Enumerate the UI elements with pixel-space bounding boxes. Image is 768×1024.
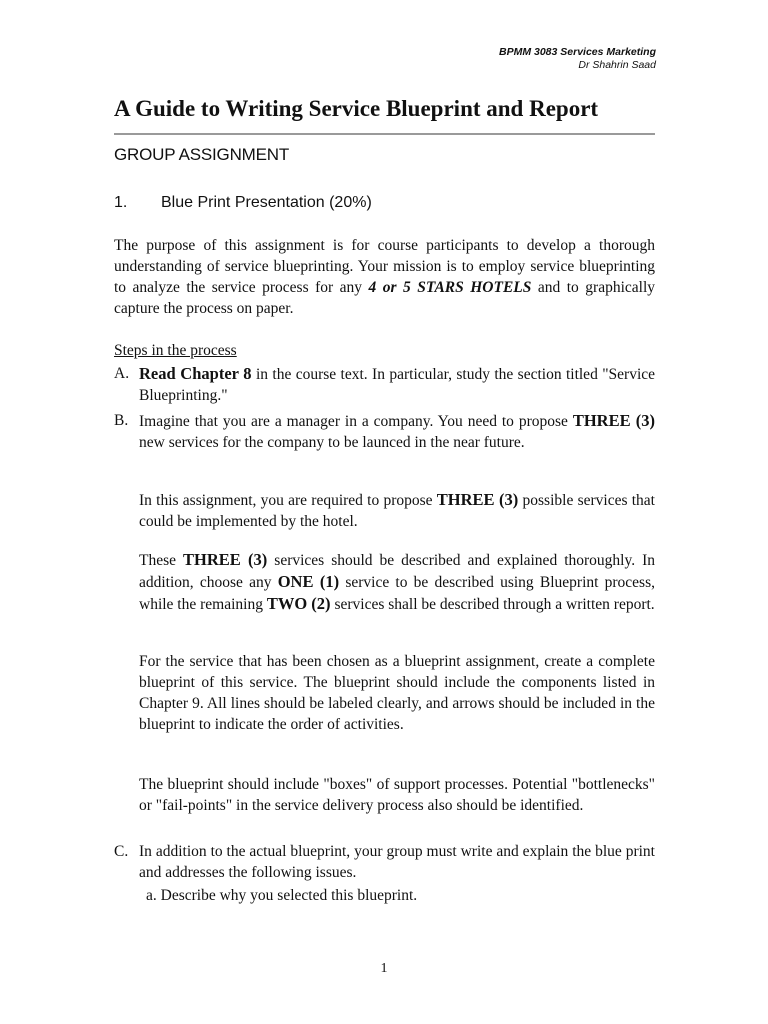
step-a-bold: Read Chapter 8 [139, 364, 252, 383]
section-title: Blue Print Presentation (20%) [161, 194, 372, 211]
step-marker: C. [114, 843, 129, 860]
steps-heading: Steps in the process [114, 342, 237, 359]
step-marker: A. [114, 365, 130, 382]
blueprint-paragraph: For the service that has been chosen as a blueprint assignment, create a complete blueprint of this service. The blueprint should include the components listed in Chapter 9. All lines should be labeled clearly, and arrows should be included in the blueprint to indicate the order of activities. [139, 653, 655, 733]
boxes-paragraph: The blueprint should include "boxes" of support processes. Potential "bottlenecks" or "fail-points" in the service delivery process also should be identified. [139, 776, 655, 814]
section-heading [114, 192, 372, 214]
section-number: 1. [114, 194, 128, 211]
intro-paragraph: The purpose of this assignment is for course participants to develop a thorough understanding of service blueprinting. Your mission is to employ service blueprinting to analyze the service process for any 4 or 5 STARS HOTELS and to graphically capture the process on paper. [114, 237, 656, 317]
title-divider [114, 133, 655, 135]
step-marker: B. [114, 412, 129, 429]
course-code: BPMM 3083 Services Marketing [499, 46, 656, 58]
document-title: A Guide to Writing Service Blueprint and Report [114, 96, 599, 121]
assignment-type: GROUP ASSIGNMENT [114, 145, 290, 164]
running-header [499, 46, 656, 72]
services-paragraph: These THREE (3) services should be described and explained thoroughly. In addition, choose any ONE (1) service to be described using Blueprint process, while the remaining TWO (2) services shall be described through a written report. [139, 550, 655, 613]
sub-item-a: a. Describe why you selected this blueprint. [146, 887, 418, 904]
propose-paragraph: In this assignment, you are required to propose THREE (3) possible services that could be implemented by the hotel. [139, 490, 655, 530]
step-a: A. Read Chapter 8 in the course text. In particular, study the section titled "Service Blueprinting." [114, 364, 656, 404]
page-number: 1 [380, 961, 388, 976]
emphasis-hotels: 4 or 5 STARS HOTELS [368, 279, 532, 296]
lecturer-name: Dr Shahrin Saad [578, 59, 656, 71]
step-c: C. In addition to the actual blueprint, your group must write and explain the blue print and addresses the following issues. [114, 843, 655, 881]
step-b: B. Imagine that you are a manager in a company. You need to propose THREE (3) new services for the company to be launced in the near future. [114, 411, 655, 451]
